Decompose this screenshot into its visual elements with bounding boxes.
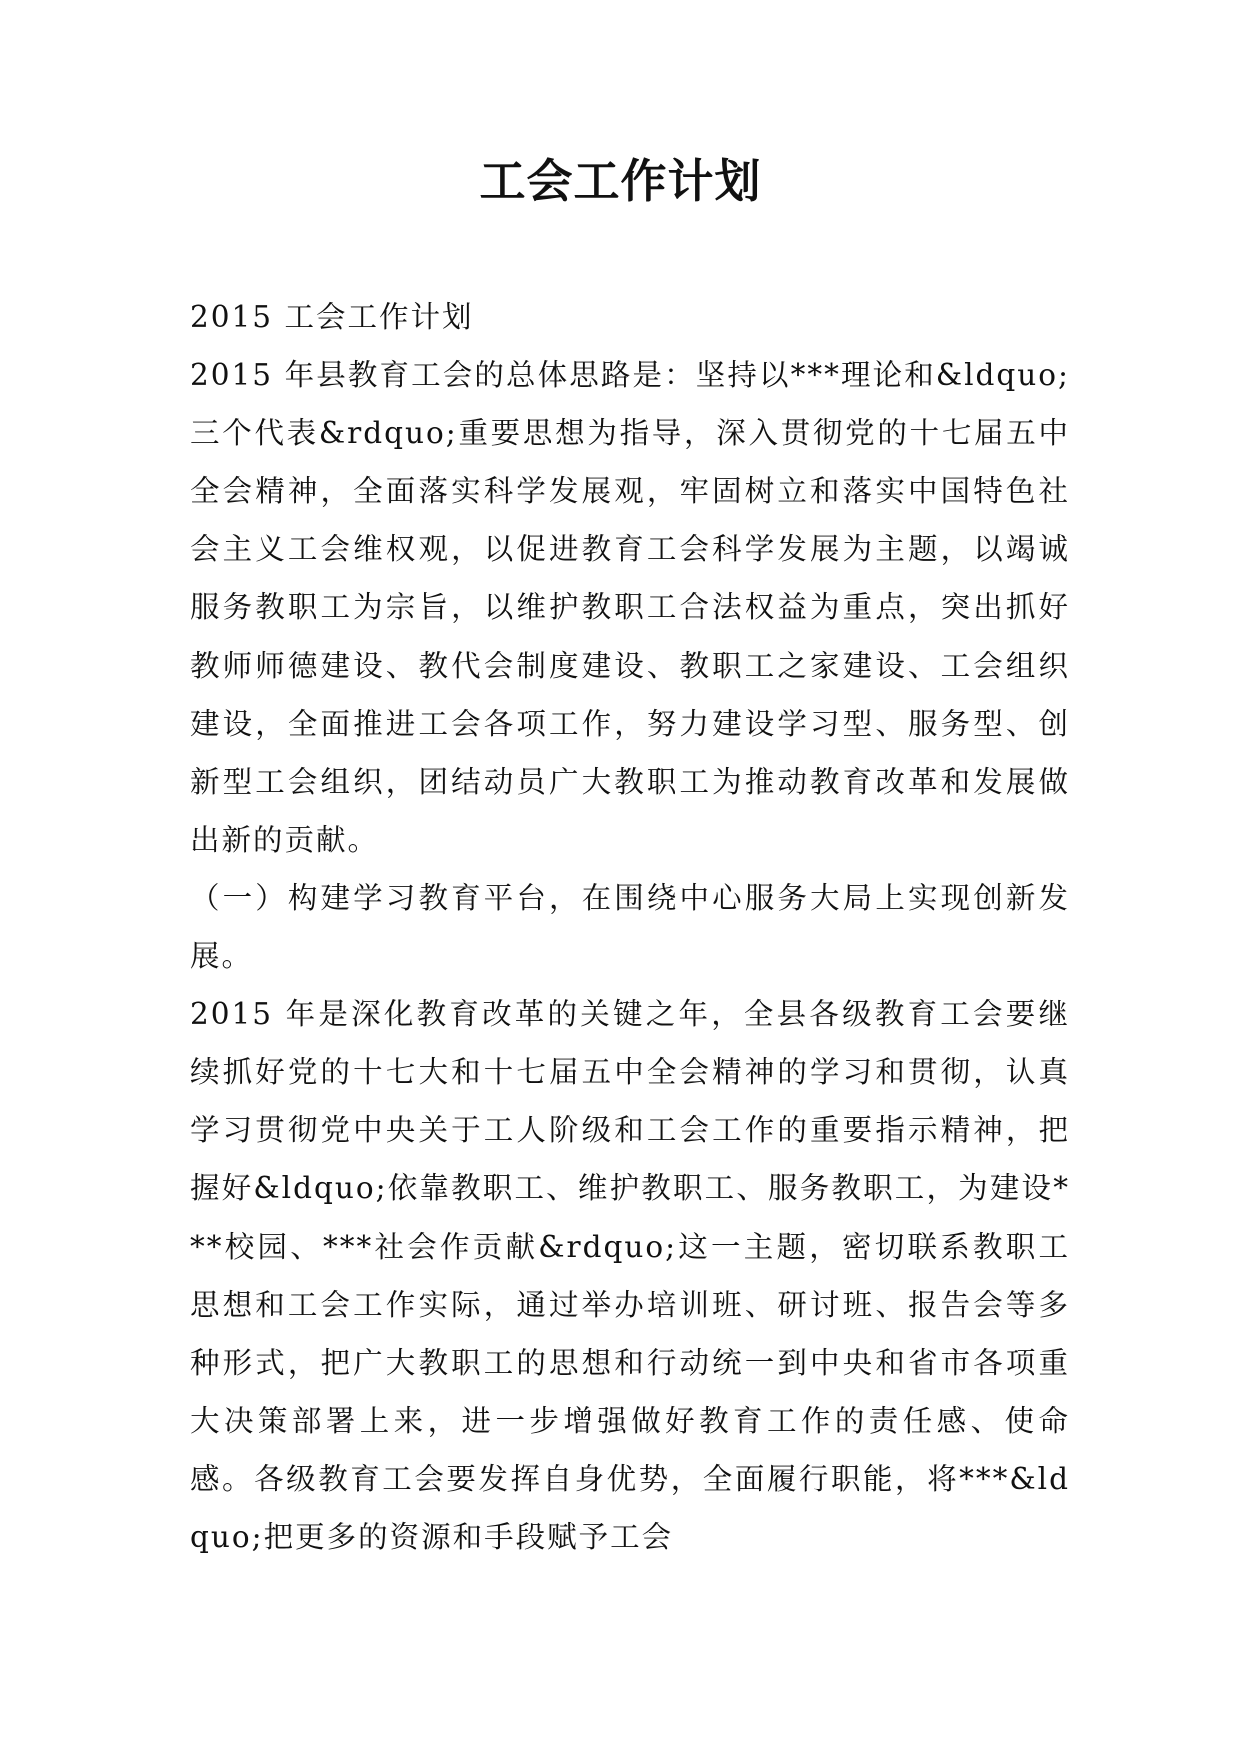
document-body bbox=[190, 288, 1070, 1566]
section-one-heading: （一）构建学习教育平台，在围绕中心服务大局上实现创新发展。 bbox=[190, 880, 1070, 974]
plan-heading: 2015 工会工作计划 bbox=[190, 300, 474, 334]
overall-thinking-paragraph: 2015 年县教育工会的总体思路是：坚持以***理论和&ldquo;三个代表&rdquo;重要思想为指导，深入贯彻党的十七届五中全会精神，全面落实科学发展观，牢固树立和落实中国特色社会主义工会维权观，以促进教育工会科学发展为主题，以竭诚服务教职工为宗旨，以维护教职工合法权益为重点，突出抓好教师师德建设、教代会制度建设、教职工之家建设、工会组织建设，全面推进工会各项工作，努力建设学习型、服务型、创新型工会组织，团结动员广大教职工为推动教育改革和发展做出新的贡献。 bbox=[190, 358, 1070, 857]
section-one-paragraph: 2015 年是深化教育改革的关键之年，全县各级教育工会要继续抓好党的十七大和十七届五中全会精神的学习和贯彻，认真学习贯彻党中央关于工人阶级和工会工作的重要指示精神，把握好&ldquo;依靠教职工、维护教职工、服务教职工，为建设***校园、***社会作贡献&rdquo;这一主题，密切联系教职工思想和工会工作实际，通过举办培训班、研讨班、报告会等多种形式，把广大教职工的思想和行动统一到中央和省市各项重大决策部署上来，进一步增强做好教育工作的责任感、使命感。各级教育工会要发挥自身优势，全面履行职能，将***&ldquo;把更多的资源和手段赋予工会 bbox=[190, 997, 1070, 1554]
document-title: 工会工作计划 bbox=[479, 154, 762, 208]
